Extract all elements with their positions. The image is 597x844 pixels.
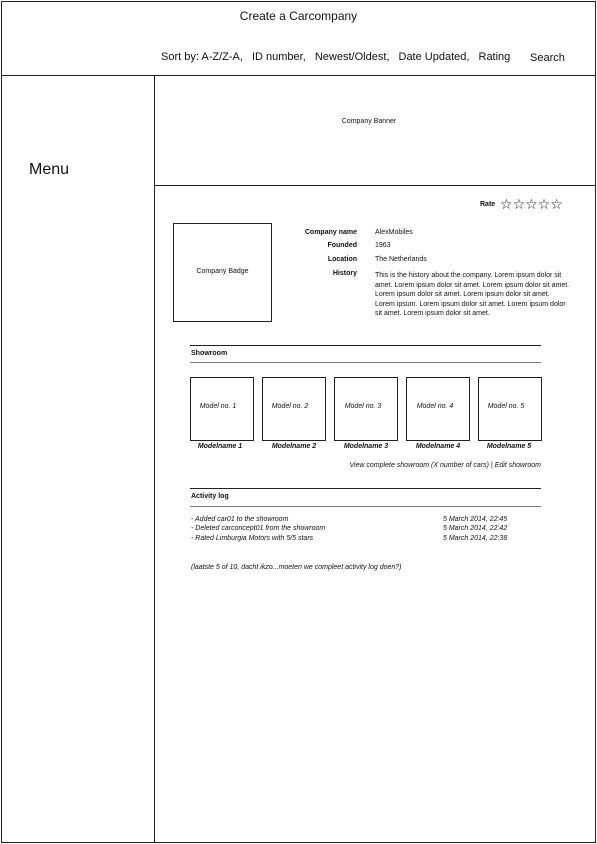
star-icon[interactable]: ☆: [512, 196, 526, 212]
sidebar: [1, 75, 155, 843]
company-banner-label: Company Banner: [341, 118, 397, 125]
divider: [190, 488, 541, 489]
star-icon[interactable]: ☆: [550, 196, 563, 212]
sort-option-id[interactable]: ID number,: [251, 51, 306, 63]
history-text: This is the history about the company. Lorem ipsum dolor sit amet. Lorem ipsum dolor sit amet. Lorem ipsum dolor sit amet. Lorem ipsum dolor sit amet. Lorem ipsum dolor sit amet. Lorem ipsum. Lorem ipsum dolor sit amet. Lorem ipsum dolor sit amet. Lorem ipsum dolor sit amet.: [375, 272, 570, 318]
activity-date: 5 March 2014, 22:45: [443, 516, 508, 523]
sort-option-newest[interactable]: Newest/Oldest,: [314, 51, 390, 63]
rating-stars: [500, 196, 563, 212]
star-icon[interactable]: ☆: [537, 196, 551, 212]
divider: [190, 362, 541, 363]
company-banner: [154, 75, 596, 186]
activity-note: (laatste 5 of 10, dacht ikzo...moeten we compleet activity log doen?): [191, 564, 402, 571]
model-name: Modelname 2: [271, 443, 317, 450]
sort-bar: [161, 51, 516, 63]
showroom-title: Showroom: [191, 350, 228, 357]
activity-entry: - Deleted carconcept01 from the showroom: [191, 525, 326, 532]
edit-showroom-link[interactable]: Edit showroom: [494, 462, 541, 469]
activity-date: 5 March 2014, 22:38: [443, 535, 508, 542]
star-icon[interactable]: ☆: [500, 196, 513, 212]
search-button[interactable]: Search: [530, 52, 565, 64]
model-name: Modelname 3: [343, 443, 389, 450]
star-icon[interactable]: ☆: [525, 196, 538, 212]
showroom-links: [300, 462, 541, 469]
divider: [190, 345, 541, 346]
history-label: History: [332, 270, 357, 277]
model-name: Modelname 1: [197, 443, 243, 450]
sort-option-rating[interactable]: Rating: [478, 51, 511, 63]
divider: [190, 506, 541, 507]
link-separator: |: [488, 462, 495, 469]
model-name: Modelname 4: [415, 443, 461, 450]
location-label: Location: [327, 256, 357, 263]
menu-button[interactable]: Menu: [29, 161, 70, 178]
activity-entry: - Added car01 to the showroom: [191, 516, 289, 523]
founded-value: 1963: [375, 242, 391, 249]
model-label: Model no. 3: [344, 403, 382, 410]
location-value: The Netherlands: [375, 256, 427, 263]
company-badge-label: Company Badge: [196, 268, 249, 275]
model-label: Model no. 1: [199, 403, 237, 410]
company-name-label: Company name: [304, 229, 357, 236]
activity-date: 5 March 2014, 22:42: [443, 525, 508, 532]
sort-option-updated[interactable]: Date Updated,: [398, 51, 470, 63]
model-name: Modelname 5: [486, 443, 532, 450]
model-label: Model no. 5: [487, 403, 525, 410]
model-label: Model no. 4: [416, 403, 454, 410]
rate-label: Rate: [480, 201, 496, 208]
sort-option-az[interactable]: Sort by: A-Z/Z-A,: [161, 51, 243, 63]
model-label: Model no. 2: [271, 403, 309, 410]
company-name-value: AlexMobiles: [375, 229, 413, 236]
view-showroom-link[interactable]: View complete showroom (X number of cars): [349, 462, 489, 469]
activity-entry: - Rated Limburgia Motors with 5/5 stars: [191, 535, 314, 542]
page-title: Create a Carcompany: [239, 9, 358, 23]
founded-label: Founded: [327, 242, 357, 249]
activity-log-title: Activity log: [191, 493, 229, 500]
